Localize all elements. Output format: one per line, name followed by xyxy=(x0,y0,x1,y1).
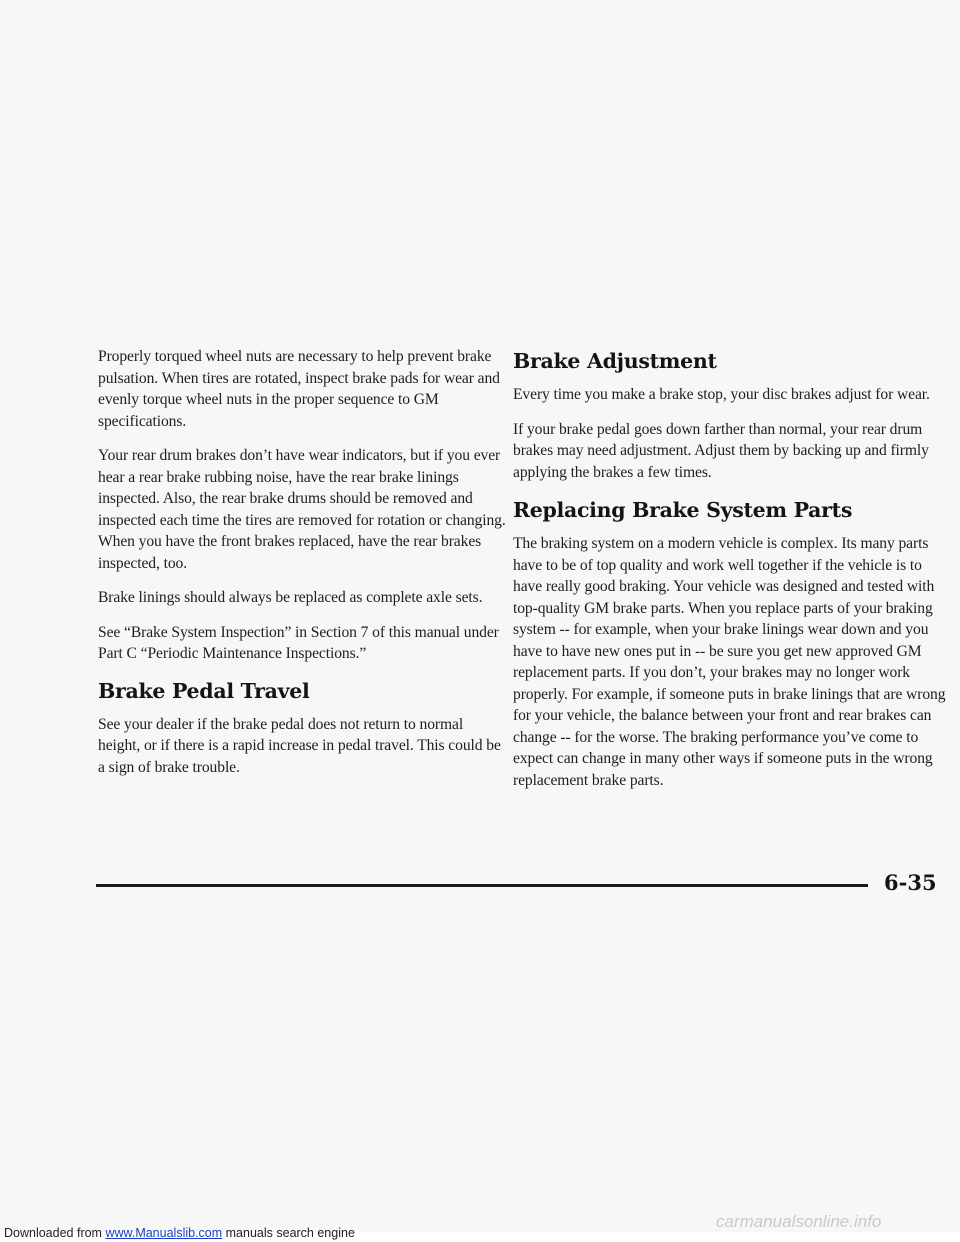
paragraph-rear-drum-brakes: Your rear drum brakes don’t have wear indicators, but if you ever hear a rear brake rubbing noise, have the rear brake linings inspected. Also, the rear brake drums should be removed and inspected each time the tires are removed for rotation or changing. When you have the front brakes replaced, have the rear brakes inspected, too. xyxy=(98,447,506,572)
left-column xyxy=(98,346,508,791)
footer-suffix: manuals search engine xyxy=(222,1226,355,1240)
heading-brake-adjustment: Brake Adjustment xyxy=(513,349,717,373)
paragraph-disc-brakes: Every time you make a brake stop, your disc brakes adjust for wear. xyxy=(513,386,930,403)
paragraph-drum-adjustment: If your brake pedal goes down farther than normal, your rear drum brakes may need adjustment. Adjust them by backing up and firmly applying the brakes a few times. xyxy=(513,420,929,481)
paragraph-brake-linings: Brake linings should always be replaced as complete axle sets. xyxy=(98,589,483,606)
heading-replacing-parts: Replacing Brake System Parts xyxy=(513,498,853,522)
right-column xyxy=(513,346,953,804)
paragraph-wheel-nuts: Properly torqued wheel nuts are necessary to help prevent brake pulsation. When tires are rotated, inspect brake pads for wear and evenly torque wheel nuts in the proper sequence to GM specifications. xyxy=(98,348,500,430)
manualslib-link[interactable]: www.Manualslib.com xyxy=(105,1226,223,1240)
watermark: carmanualsonline.info xyxy=(716,1212,882,1231)
footer-prefix: Downloaded from xyxy=(4,1226,106,1240)
paragraph-pedal-travel: See your dealer if the brake pedal does not return to normal height, or if there is a rapid increase in pedal travel. This could be a sign of brake trouble. xyxy=(98,715,501,776)
heading-brake-pedal-travel: Brake Pedal Travel xyxy=(98,678,310,703)
paragraph-replacement-parts: The braking system on a modern vehicle is complex. Its many parts have to be of top quality and work well together if the vehicle is to have really good braking. Your vehicle was designed and tested with top-quality GM brake parts. When you replace parts of your braking system -- for example, when your brake linings wear down and you have to have new ones put in -- be sure you get new approved GM replacement parts. If you don’t, your brakes may no longer work properly. For example, if someone puts in brake linings that are wrong for your vehicle, the balance between your front and rear brakes can change -- for the worse. The braking performance you’ve come to expect can change in many other ways if someone puts in the wrong replacement brake parts. xyxy=(513,535,946,789)
paragraph-inspection-reference: See “Brake System Inspection” in Section 7 of this manual under Part C “Periodic Maintenance Inspections.” xyxy=(98,623,499,662)
download-footer xyxy=(4,1226,355,1240)
page-number: 6-35 xyxy=(884,870,937,895)
footer-rule xyxy=(96,884,868,887)
